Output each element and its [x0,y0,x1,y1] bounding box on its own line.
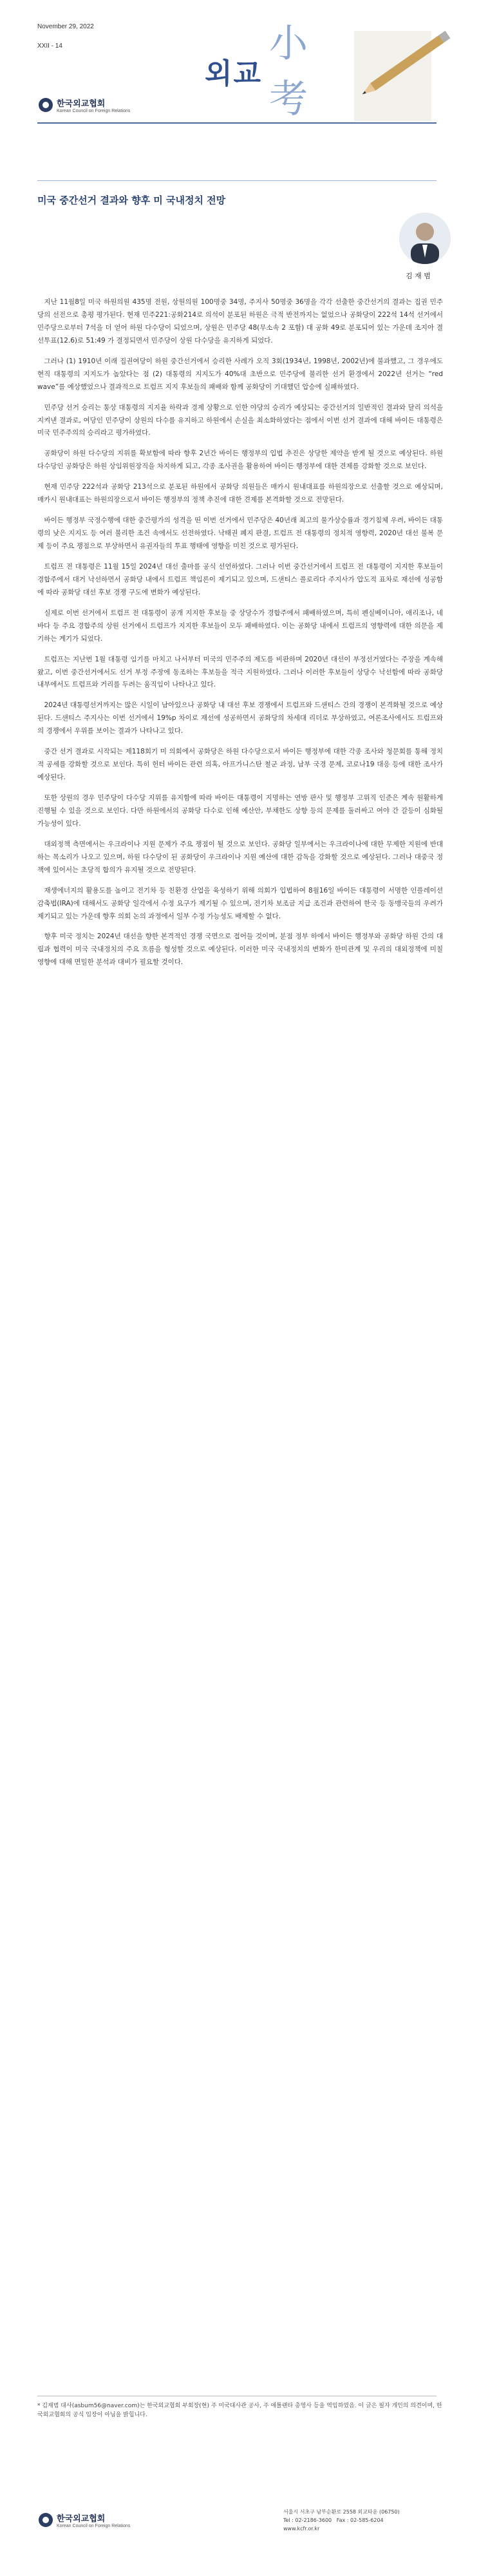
footer-tel: Tel : 02-2186-3600 [283,2517,332,2523]
footer-address: 서울시 서초구 남부순환로 2558 외교타운 (06750) [283,2509,400,2515]
author-photo [399,213,451,264]
header-rule [37,122,437,124]
article-paragraph: 지난 11월8일 미국 하원의원 435명 전원, 상원의원 100명중 34명, 주지사 50명중 36명을 각각 선출한 중간선거의 결과는 집권 민주당의 선전으로 총평 평가된다. 현재 민주221:공화214로 의석이 분포된 하원은 극적 반전까지는 없었으나 공화당이 222석 14석 선거에서 민주당으로부터 7석을 더 얻어 하원 다수당이 되었으며, 상원은 민주당 48(무소속 2 포함) 대 공화 49로 분포되어 있는 가운데 조지아 결선투표(12.6)로 51:49 가 결정되면서 민주당이 상원 다수당을 유지하게 되었다. [37,298,443,345]
article-paragraph: 향후 미국 정치는 2024년 대선을 향한 본격적인 경쟁 국면으로 접어들 것이며, 분점 정부 하에서 바이든 행정부와 공화당 하원 간의 대립과 협력이 미국 국내정치의 주요 흐름을 형성할 것으로 예상된다. 이러한 미국 국내정치의 변화가 한미관계 및 우리의 대외정책에 미칠 영향에 대해 면밀한 분석과 대비가 필요할 것이다. [37,933,443,967]
footer-org-name-en: Korean Council on Foreign Relations [57,2524,131,2528]
author-footnote: * 김재범 대사(asbum56@naver.com)는 한국외교협회 부회장(현) 주 미국대사관 공사, 주 애틀랜타 총영사 등을 역임하였음. 이 글은 필자 개인의 의견이며, 한국외교협회의 공식 입장이 아님을 밝힙니다. [37,2403,442,2418]
article-paragraph: 트럼프 전 대통령은 11월 15일 2024년 대선 출마를 공식 선언하였다. 그러나 이번 중간선거에서 트럼프 전 대통령이 지지한 후보들이 경합주에서 대거 낙선하면서 공화당 내에서 트럼프 책임론이 제기되고 있으며, 드샌티스 플로리다 주지사가 압도적 표차로 재선에 성공함에 따라 공화당 대선 후보 경쟁 구도에 변화가 예상된다. [37,562,443,596]
title-rule [37,180,437,181]
footer-org-name-ko: 한국외교협회 [57,2514,106,2524]
footer-emblem-icon [39,2513,53,2527]
article-paragraph: 재생에너지의 활용도를 높이고 전기차 등 친환경 산업을 육성하기 위해 의회가 입법하여 8월16일 바이든 대통령이 서명한 인플레이션 감축법(IRA)에 대해서도 공화당 일각에서 수정 요구가 제기될 수 있으며, 전기차 보조금 지급 조건과 관련하여 한국 등 동맹국들의 우려가 제기되고 있는 가운데 향후 의회 논의 과정에서 일부 수정 가능성도 배제할 수 없다. [37,886,443,920]
article-paragraph: 그러나 (1) 1910년 이래 집권여당이 하원 중간선거에서 승리한 사례가 오직 3회(1934년, 1998년, 2002년)에 불과했고, 그 경우에도 현직 대통령의 지지도가 높았다는 점 (2) 대통령의 지지도가 40%대 초반으로 민주당에 불리한 선거 환경에서 2022년 선거는 “red wave”를 예상했었으나 결과적으로 트럼프 지지 후보들의 패배와 함께 공화당이 기대했던 압승에 실패하였다. [37,357,443,391]
author-name: 김 재 범 [406,272,431,280]
org-name-ko: 한국외교협회 [57,99,106,109]
brand-title: 외교 [205,57,263,90]
article-paragraph: 바이든 행정부 국정수행에 대한 중간평가의 성격을 띤 이번 선거에서 민주당은 40년래 최고의 물가상승률과 경기침체 우려, 바이든 대통령의 낮은 지지도 등 여러 불리한 조건 속에서도 선전하였다. 낙태권 폐지 판결, 트럼프 전 대통령의 정치적 영향력, 2020년 대선 불복 문제 등이 주요 쟁점으로 부상하면서 유권자들의 투표 행태에 영향을 미친 것으로 평가된다. [37,516,443,550]
footer-website[interactable]: www.kcfr.or.kr [283,2525,320,2532]
footer-contact [283,2508,400,2533]
article-body [37,296,443,977]
article-paragraph: 또한 상원의 경우 민주당이 다수당 지위를 유지함에 따라 바이든 대통령이 지명하는 연방 판사 및 행정부 고위직 인준은 계속 원활하게 진행될 수 있을 것으로 보인다. 다만 하원에서의 공화당 다수로 인해 예산안, 부채한도 상향 등의 문제를 둘러싸고 여야 간 갈등이 심화될 가능성이 있다. [37,794,443,828]
author-avatar-icon [399,213,451,264]
article-paragraph: 2024년 대통령선거까지는 많은 시일이 남아있으나 공화당 내 대선 후보 경쟁에서 트럼프와 드샌티스 간의 경쟁이 본격화될 것으로 예상된다. 드샌티스 주지사는 이번 선거에서 19%p 차이로 재선에 성공하면서 공화당의 차세대 리더로 부상하였고, 여론조사에서도 트럼프와의 경쟁에서 우위를 보이는 결과가 나타나고 있다. [37,701,443,735]
article-paragraph: 트럼프는 지난번 1월 대통령 임기를 마치고 나서부터 미국의 민주주의 제도를 비판하며 2020년 대선이 부정선거였다는 주장을 계속해 왔고, 이번 중간선거에서도 선거 부정 주장에 동조하는 후보들을 적극 지원하였다. 그러나 이러한 후보들이 상당수 낙선함에 따라 공화당 내부에서도 트럼프와 거리를 두려는 움직임이 나타나고 있다. [37,655,443,689]
org-emblem-icon [39,98,53,112]
issue-number: XXII - 14 [37,43,62,50]
article-paragraph: 현재 민주당 222석과 공화당 213석으로 분포된 하원에서 공화당 의원들은 매카시 원내대표를 하원의장으로 선출할 것으로 예상되며, 매카시 원내대표는 하원의장으로서 바이든 행정부의 정책 추진에 대한 견제를 본격화할 것으로 전망된다. [37,483,443,504]
article-paragraph: 실제로 이번 선거에서 트럼프 전 대통령이 공개 지지한 후보들 중 상당수가 경합주에서 패배하였으며, 특히 펜실베이니아, 애리조나, 네바다 등 주요 경합주의 상원 선거에서 트럼프가 지지한 후보들이 모두 패배하였다. 이는 공화당 내에서 트럼프의 영향력에 대한 의문을 제기하는 계기가 되었다. [37,609,443,643]
article-title: 미국 중간선거 결과와 향후 미 국내정치 전망 [37,194,226,206]
newsletter-brand [205,21,308,122]
article-paragraph: 민주당 선거 승리는 통상 대통령의 지지율 하락과 경제 상황으로 인한 야당의 승리가 예상되는 중간선거의 일반적인 결과와 달리 의석을 지켜낸 결과로, 여당인 민주당이 상원의 다수를 유지하고 하원에서 손실을 최소화하였다는 점에서 이번 선거 결과에 대해 바이든 대통령은 미국 민주주의의 승리라고 평가하였다. [37,403,443,437]
org-name-en: Korean Council on Foreign Relations [57,109,131,113]
pencil-illustration-icon [348,5,464,128]
footer-org-logo [39,2512,130,2528]
publication-date: November 29, 2022 [37,23,94,30]
org-logo [39,97,130,113]
article-paragraph: 중간 선거 결과로 시작되는 제118회기 미 의회에서 공화당은 하원 다수당으로서 바이든 행정부에 대한 각종 조사와 청문회를 통해 정치적 공세를 강화할 것으로 보인다. 특히 헌터 바이든 관련 의혹, 아프가니스탄 철군 과정, 남부 국경 문제, 코로나19 대응 등에 대한 조사가 예상된다. [37,748,443,782]
article-paragraph: 대외정책 측면에서는 우크라이나 지원 문제가 주요 쟁점이 될 것으로 보인다. 공화당 일부에서는 우크라이나에 대한 무제한 지원에 반대하는 목소리가 나오고 있으며, 하원 다수당이 된 공화당이 우크라이나 지원 예산에 대한 감독을 강화할 것으로 예상된다. 그러나 대중국 정책에 있어서는 초당적 합의가 유지될 것으로 전망된다. [37,840,443,874]
footer-fax: Fax : 02-585-6204 [336,2517,384,2523]
brand-hanja: 小考 [269,21,308,122]
article-paragraph: 공화당이 하원 다수당의 지위를 확보함에 따라 향후 2년간 바이든 행정부의 입법 추진은 상당한 제약을 받게 될 것으로 예상된다. 하원 다수당인 공화당은 하원 상임위원장직을 차지하게 되고, 각종 조사권을 활용하여 바이든 행정부에 대한 견제를 강화할 것으로 보인다. [37,450,443,471]
